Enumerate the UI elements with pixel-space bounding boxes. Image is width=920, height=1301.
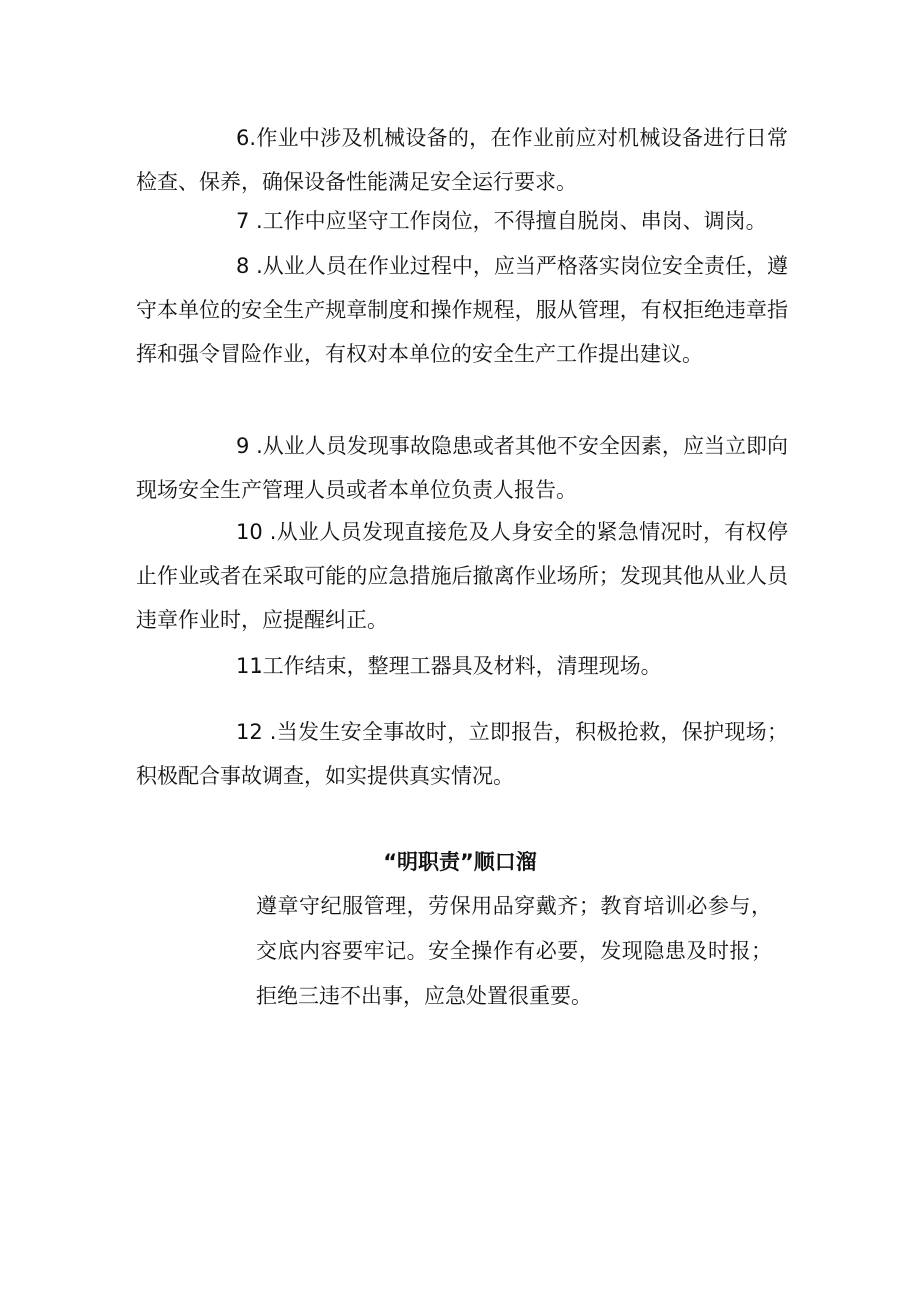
item-number: 10 xyxy=(236,520,263,544)
item-number: 9 xyxy=(236,434,250,458)
item-number: 12 xyxy=(236,720,263,744)
list-item-8 xyxy=(136,244,788,376)
item-text: .工作结束，整理工器具及材料，清理现场。 xyxy=(256,654,662,678)
section-heading: “明职责”顺口溜 xyxy=(383,850,537,874)
item-number: 6. xyxy=(236,126,257,150)
item-text: .工作中应坚守工作岗位，不得擅自脱岗、串岗、调岗。 xyxy=(256,209,767,233)
list-item-10 xyxy=(136,510,788,642)
item-number: 11 xyxy=(236,654,263,678)
item-number: 7 xyxy=(236,209,250,233)
item-text: .从业人员发现直接危及人身安全的紧急情况时，有权停止作业或者在采取可能的应急措施后撤离作业场所；发现其他从业人员违章作业时，应提醒纠正。 xyxy=(136,520,788,632)
item-text: .当发生安全事故时，立即报告，积极抢救，保护现场；积极配合事故调查，如实提供真实情况。 xyxy=(136,720,788,788)
list-item-9 xyxy=(136,424,788,512)
list-item-6 xyxy=(136,116,788,204)
list-item-7 xyxy=(136,199,788,243)
rhyme-text: 遵章守纪服管理，劳保用品穿戴齐；教育培训必参与，交底内容要牢记。安全操作有必要，发现隐患及时报；拒绝三违不出事，应急处置很重要。 xyxy=(256,894,772,1008)
item-text: .从业人员在作业过程中，应当严格落实岗位安全责任，遵守本单位的安全生产规章制度和操作规程，服从管理，有权拒绝违章指挥和强令冒险作业，有权对本单位的安全生产工作提出建议。 xyxy=(136,254,788,366)
item-number: 8 xyxy=(236,254,250,278)
list-item-11 xyxy=(136,644,788,688)
list-item-12 xyxy=(136,710,788,798)
item-text: 作业中涉及机械设备的，在作业前应对机械设备进行日常检查、保养，确保设备性能满足安全运行要求。 xyxy=(136,126,788,194)
item-text: .从业人员发现事故隐患或者其他不安全因素，应当立即向现场安全生产管理人员或者本单位负责人报告。 xyxy=(136,434,788,502)
